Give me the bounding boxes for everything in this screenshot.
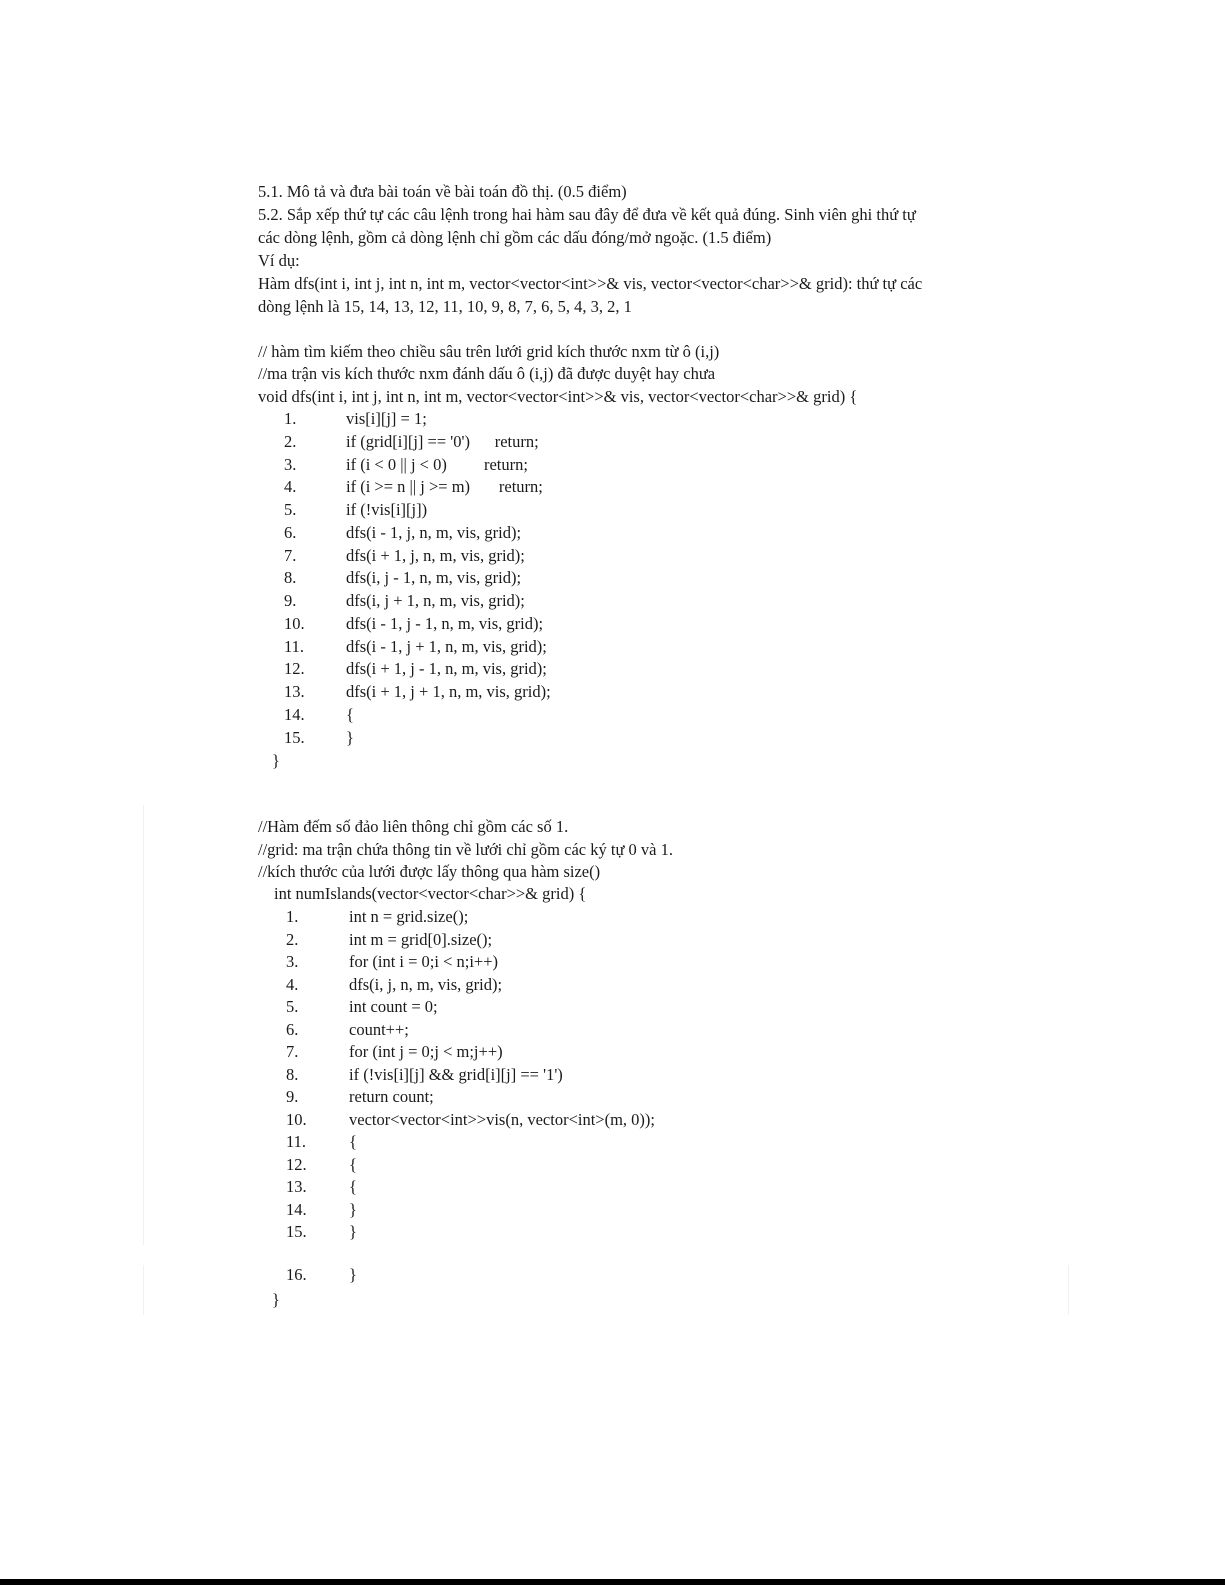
- dfs-comment-2: //ma trận vis kích thước nxm đánh dấu ô (i,j) đã được duyệt hay chưa: [258, 364, 716, 383]
- line-number: 5.: [284, 500, 297, 519]
- code-statement: count++;: [349, 1020, 409, 1039]
- code-statement: dfs(i + 1, j - 1, n, m, vis, grid);: [346, 659, 547, 678]
- line-number: 11.: [284, 637, 305, 656]
- code-statement: return count;: [349, 1087, 434, 1106]
- example-label: Ví dụ:: [258, 251, 300, 270]
- line-number: 12.: [286, 1155, 307, 1174]
- islands-comment-2: //grid: ma trận chứa thông tin về lưới chỉ gồm các ký tự 0 và 1.: [258, 840, 673, 859]
- line-number: 3.: [284, 455, 297, 474]
- line-number: 14.: [284, 705, 305, 724]
- code-statement: vis[i][j] = 1;: [346, 409, 427, 428]
- code-statement: if (!vis[i][j] && grid[i][j] == '1'): [349, 1065, 563, 1084]
- code-statement: int n = grid.size();: [349, 907, 469, 926]
- line-number: 4.: [284, 477, 297, 496]
- scan-edge-left: [143, 805, 144, 1245]
- line-number: 9.: [286, 1087, 299, 1106]
- line-number: 1.: [286, 907, 299, 926]
- code-statement: dfs(i - 1, j - 1, n, m, vis, grid);: [346, 614, 544, 633]
- code-statement: int count = 0;: [349, 997, 438, 1016]
- code-statement: }: [349, 1265, 357, 1284]
- scan-bottom-border: [0, 1579, 1225, 1585]
- scan-edge-left-lower: [143, 1265, 144, 1315]
- question-5-1: 5.1. Mô tả và đưa bài toán về bài toán đồ thị. (0.5 điểm): [258, 182, 627, 201]
- question-5-2-line-1: 5.2. Sắp xếp thứ tự các câu lệnh trong hai hàm sau đây để đưa về kết quả đúng. Sinh viên ghi thứ tự: [258, 205, 916, 224]
- line-number: 13.: [284, 682, 305, 701]
- code-statement: int m = grid[0].size();: [349, 930, 493, 949]
- code-statement: if (grid[i][j] == '0') return;: [346, 432, 539, 451]
- line-number: 11.: [286, 1132, 307, 1151]
- code-statement: {: [346, 705, 354, 724]
- line-number: 14.: [286, 1200, 307, 1219]
- line-number: 7.: [286, 1042, 299, 1061]
- islands-comment-3: //kích thước của lưới được lấy thông qua hàm size(): [258, 862, 601, 881]
- line-number: 2.: [286, 930, 299, 949]
- code-statement: {: [349, 1177, 357, 1196]
- code-statement: if (!vis[i][j]): [346, 500, 428, 519]
- code-statement: if (i < 0 || j < 0) return;: [346, 455, 528, 474]
- code-statement: if (i >= n || j >= m) return;: [346, 477, 543, 496]
- line-number: 4.: [286, 975, 299, 994]
- line-number: 1.: [284, 409, 297, 428]
- line-number: 7.: [284, 546, 297, 565]
- line-number: 15.: [286, 1222, 307, 1241]
- example-line-2: dòng lệnh là 15, 14, 13, 12, 11, 10, 9, 8, 7, 6, 5, 4, 3, 2, 1: [258, 297, 632, 316]
- islands-signature: int numIslands(vector<vector<char>>& grid) {: [274, 884, 587, 903]
- dfs-comment-1: // hàm tìm kiếm theo chiều sâu trên lưới grid kích thước nxm từ ô (i,j): [258, 342, 720, 361]
- line-number: 6.: [286, 1020, 299, 1039]
- line-number: 8.: [286, 1065, 299, 1084]
- dfs-closing-brace: }: [272, 751, 280, 770]
- code-statement: {: [349, 1155, 357, 1174]
- question-5-2-line-2: các dòng lệnh, gồm cả dòng lệnh chỉ gồm các dấu đóng/mở ngoặc. (1.5 điểm): [258, 228, 772, 247]
- code-statement: vector<vector<int>>vis(n, vector<int>(m, 0));: [349, 1110, 655, 1129]
- code-statement: {: [349, 1132, 357, 1151]
- line-number: 16.: [286, 1265, 307, 1284]
- code-statement: }: [349, 1222, 357, 1241]
- code-statement: dfs(i, j, n, m, vis, grid);: [349, 975, 503, 994]
- line-number: 12.: [284, 659, 305, 678]
- code-statement: dfs(i - 1, j, n, m, vis, grid);: [346, 523, 522, 542]
- line-number: 5.: [286, 997, 299, 1016]
- line-number: 15.: [284, 728, 305, 747]
- line-number: 8.: [284, 568, 297, 587]
- line-number: 6.: [284, 523, 297, 542]
- code-statement: dfs(i + 1, j, n, m, vis, grid);: [346, 546, 525, 565]
- code-statement: dfs(i - 1, j + 1, n, m, vis, grid);: [346, 637, 547, 656]
- dfs-signature: void dfs(int i, int j, int n, int m, vector<vector<int>>& vis, vector<vector<char>>& grid) {: [258, 387, 858, 406]
- line-number: 9.: [284, 591, 297, 610]
- code-statement: for (int j = 0;j < m;j++): [349, 1042, 503, 1061]
- islands-closing-brace: }: [272, 1290, 280, 1309]
- line-number: 10.: [286, 1110, 307, 1129]
- code-statement: dfs(i, j - 1, n, m, vis, grid);: [346, 568, 522, 587]
- code-statement: }: [349, 1200, 357, 1219]
- islands-comment-1: //Hàm đếm số đảo liên thông chỉ gồm các số 1.: [258, 817, 569, 836]
- line-number: 13.: [286, 1177, 307, 1196]
- line-number: 3.: [286, 952, 299, 971]
- code-statement: dfs(i, j + 1, n, m, vis, grid);: [346, 591, 525, 610]
- scan-edge-right-lower: [1068, 1265, 1069, 1315]
- example-line-1: Hàm dfs(int i, int j, int n, int m, vector<vector<int>>& vis, vector<vector<char>>& grid): thứ tự các: [258, 274, 923, 293]
- code-statement: for (int i = 0;i < n;i++): [349, 952, 499, 971]
- line-number: 10.: [284, 614, 305, 633]
- code-statement: dfs(i + 1, j + 1, n, m, vis, grid);: [346, 682, 551, 701]
- code-statement: }: [346, 728, 354, 747]
- line-number: 2.: [284, 432, 297, 451]
